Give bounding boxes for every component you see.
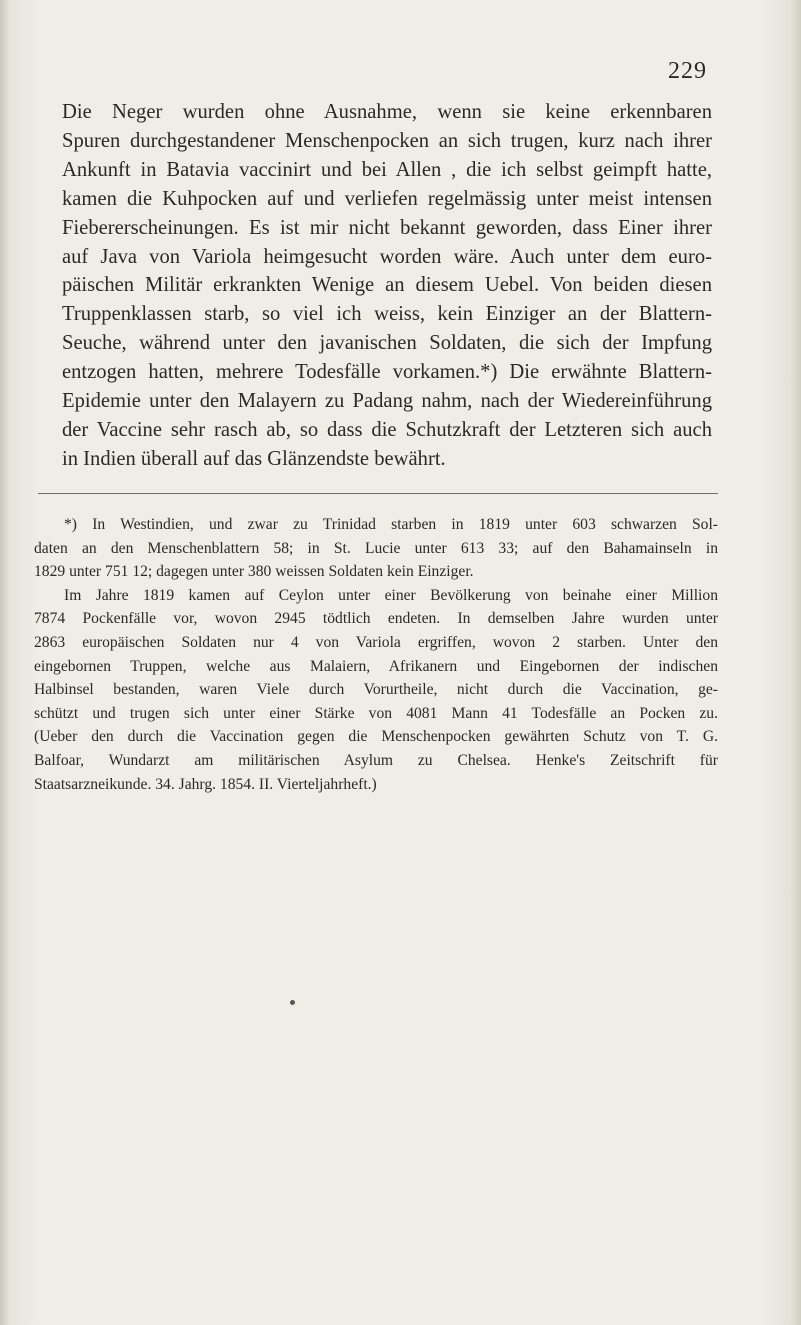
footnote-line: schützt und trugen sich unter einer Stärke von 4081 Mann 41 Todesfälle an Pocken zu.: [34, 704, 718, 722]
body-line: entzogen hatten, mehrere Todesfälle vorkamen.*) Die erwähnte Blattern-: [62, 361, 712, 384]
footnote-line: Staatsarzneikunde. 34. Jahrg. 1854. II. Vierteljahrheft.): [34, 775, 377, 793]
body-line: der Vaccine sehr rasch ab, so dass die Schutzkraft der Letzteren sich auch: [62, 418, 712, 441]
body-line: Spuren durchgestandener Menschenpocken an sich trugen, kurz nach ihrer: [62, 129, 712, 152]
footnote-line: daten an den Menschenblattern 58; in St. Lucie unter 613 33; auf den Bahamainseln in: [34, 539, 718, 557]
body-line: kamen die Kuhpocken auf und verliefen regelmässig unter meist intensen: [62, 187, 712, 210]
body-line: Truppenklassen starb, so viel ich weiss, kein Einziger an der Blattern-: [62, 303, 712, 326]
body-line: Fiebererscheinungen. Es ist mir nicht bekannt geworden, dass Einer ihrer: [62, 216, 712, 239]
body-paragraph: [62, 98, 712, 474]
footnote-line: Balfoar, Wundarzt am militärischen Asylum zu Chelsea. Henke's Zeitschrift für: [34, 751, 718, 769]
body-line: Seuche, während unter den javanischen Soldaten, die sich der Impfung: [62, 332, 712, 355]
footnote-line: 1829 unter 751 12; dagegen unter 380 weissen Soldaten kein Einziger.: [34, 563, 474, 581]
footnote: [34, 513, 718, 796]
footnote-line: 2863 europäischen Soldaten nur 4 von Variola ergriffen, wovon 2 starben. Unter den: [34, 633, 718, 651]
footnote-line: Im Jahre 1819 kamen auf Ceylon unter einer Bevölkerung von beinahe einer Million: [64, 586, 718, 604]
body-line: Epidemie unter den Malayern zu Padang nahm, nach der Wiedereinführung: [62, 390, 712, 413]
body-line: Die Neger wurden ohne Ausnahme, wenn sie keine erkennbaren: [62, 101, 712, 123]
footnote-line: (Ueber den durch die Vaccination gegen die Menschenpocken gewährten Schutz von T. G.: [34, 728, 718, 746]
body-line: auf Java von Variola heimgesucht worden wäre. Auch unter dem euro-: [62, 245, 712, 268]
body-line: Ankunft in Batavia vaccinirt und bei Allen , die ich selbst geimpft hatte,: [62, 158, 712, 181]
footnote-line: eingebornen Truppen, welche aus Malaiern, Afrikanern und Eingebornen der indischen: [34, 657, 718, 675]
page-number: 229: [668, 58, 707, 84]
footnote-line: *) In Westindien, und zwar zu Trinidad starben in 1819 unter 603 schwarzen Sol-: [64, 516, 718, 533]
body-line: päischen Militär erkrankten Wenige an diesem Uebel. Von beiden diesen: [62, 274, 712, 297]
ink-speck: [290, 1000, 295, 1005]
footnote-separator: [38, 493, 718, 494]
footnote-line: 7874 Pockenfälle vor, wovon 2945 tödtlich endeten. In demselben Jahre wurden unter: [34, 610, 718, 628]
footnote-line: Halbinsel bestanden, waren Viele durch Vorurtheile, nicht durch die Vaccination, ge-: [34, 681, 718, 699]
body-line: in Indien überall auf das Glänzendste bewährt.: [62, 447, 446, 470]
